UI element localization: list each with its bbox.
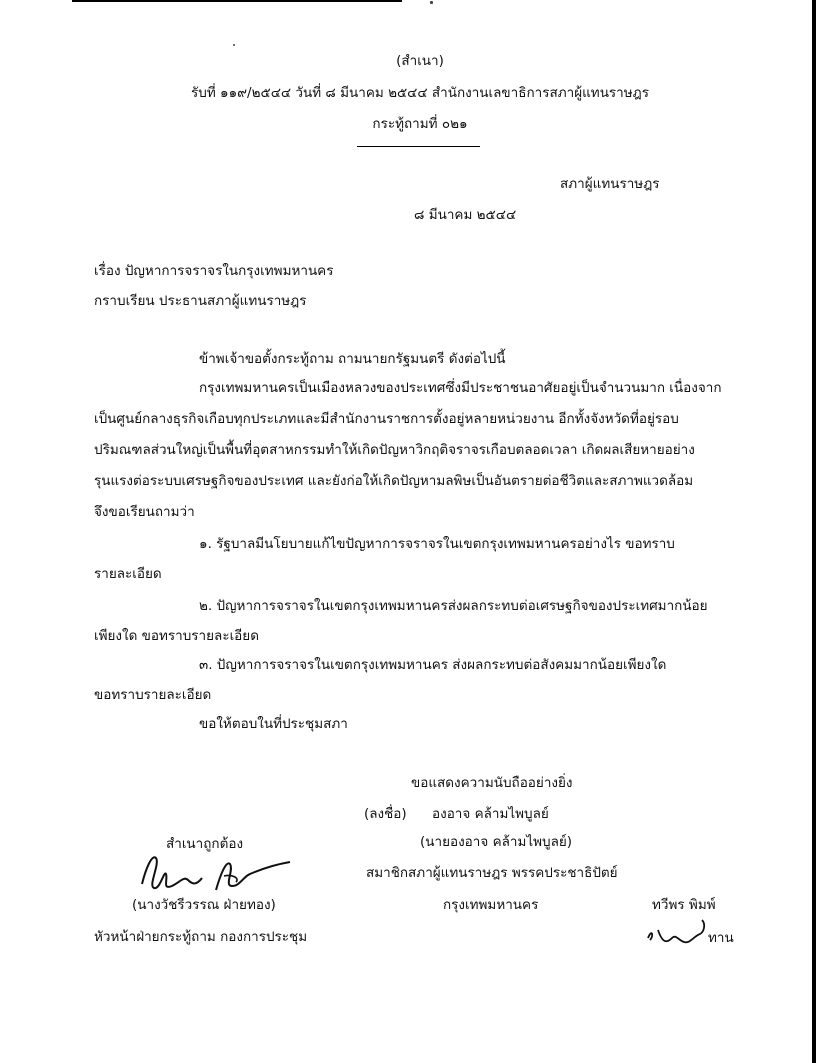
scan-edge <box>812 0 816 1063</box>
typed-by: ทวีพร พิมพ์ <box>652 897 716 913</box>
scan-speck <box>233 44 235 46</box>
scan-speck <box>430 1 433 4</box>
letter-date: ๘ มีนาคม ๒๕๔๔ <box>414 207 517 223</box>
question-3-cont: ขอทราบรายละเอียด <box>94 687 212 703</box>
signed-name: องอาจ คล้ามไพบูลย์ <box>432 806 549 822</box>
intro-line: ข้าพเจ้าขอตั้งกระทู้ถาม ถามนายกรัฐมนตรี ดังต่อไปนี้ <box>199 351 506 367</box>
question-3: ๓. ปัญหาการจราจรในเขตกรุงเทพมหานคร ส่งผลกระทบต่อสังคมมากน้อยเพียงใด <box>199 657 667 673</box>
paragraph-line: กรุงเทพมหานครเป็นเมืองหลวงของประเทศซึ่งมีประชาชนอาศัยอยู่เป็นจำนวนมาก เนื่องจาก <box>199 380 722 396</box>
signer-name: (นายองอาจ คล้ามไพบูลย์) <box>420 834 573 850</box>
signer-province: กรุงเทพมหานคร <box>443 897 539 913</box>
subject-line: เรื่อง ปัญหาการจราจรในกรุงเทพมหานคร <box>94 263 334 279</box>
signer-position: สมาชิกสภาผู้แทนราษฎร พรรคประชาธิปัตย์ <box>366 865 618 881</box>
checked-suffix: ทาน <box>708 930 734 946</box>
signed-label: (ลงชื่อ) <box>364 806 407 822</box>
question-2-cont: เพียงใด ขอทราบรายละเอียด <box>94 628 259 644</box>
paragraph-line: เป็นศูนย์กลางธุรกิจเกือบทุกประเภทและมีสำนักงานราชการตั้งอยู่หลายหน่วยงาน อีกทั้งจังหวัดที่อยู่รอบ <box>94 411 679 427</box>
copy-label: (สำเนา) <box>396 53 444 69</box>
question-2: ๒. ปัญหาการจราจรในเขตกรุงเทพมหานครส่งผลกระทบต่อเศรษฐกิจของประเทศมากน้อย <box>199 598 708 614</box>
certifier-title: หัวหน้าฝ่ายกระทู้ถาม กองการประชุม <box>94 929 308 945</box>
salutation-line: กราบเรียน ประธานสภาผู้แทนราษฎร <box>94 293 307 309</box>
question-number: กระทู้ถามที่ ๐๒๑ <box>372 116 468 132</box>
paragraph-line: รุนแรงต่อระบบเศรษฐกิจของประเทศ และยังก่อให้เกิดปัญหามลพิษเป็นอันตรายต่อชีวิตและสภาพแวดล้อม <box>94 473 694 489</box>
question-1-cont: รายละเอียด <box>94 566 162 582</box>
paragraph-line: ปริมณฑลส่วนใหญ่เป็นพื้นที่อุตสาหกรรมทำให้เกิดปัญหาวิกฤติจราจรเกือบตลอดเวลา เกิดผลเสียหายอย่าง <box>94 442 695 458</box>
true-copy-label: สำเนาถูกต้อง <box>166 836 244 852</box>
header-divider <box>357 146 480 147</box>
paragraph-line: จึงขอเรียนถามว่า <box>94 504 195 520</box>
letterhead-place: สภาผู้แทนราษฎร <box>560 176 660 192</box>
question-1: ๑. รัฐบาลมีนโยบายแก้ไขปัญหาการจราจรในเขตกรุงเทพมหานครอย่างไร ขอทราบ <box>199 536 675 552</box>
certifier-name: (นางวัชรีวรรณ ฝ่ายทอง) <box>132 897 276 913</box>
answer-request: ขอให้ตอบในที่ประชุมสภา <box>199 716 348 732</box>
closing-regards: ขอแสดงความนับถืออย่างยิ่ง <box>411 775 573 791</box>
receipt-line: รับที่ ๑๑๙/๒๕๔๔ วันที่ ๘ มีนาคม ๒๕๔๔ สำนักงานเลขาธิการสภาผู้แทนราษฎร <box>191 85 649 101</box>
checker-signature <box>644 916 710 950</box>
top-border-line <box>72 0 402 2</box>
certifier-signature <box>132 846 297 898</box>
